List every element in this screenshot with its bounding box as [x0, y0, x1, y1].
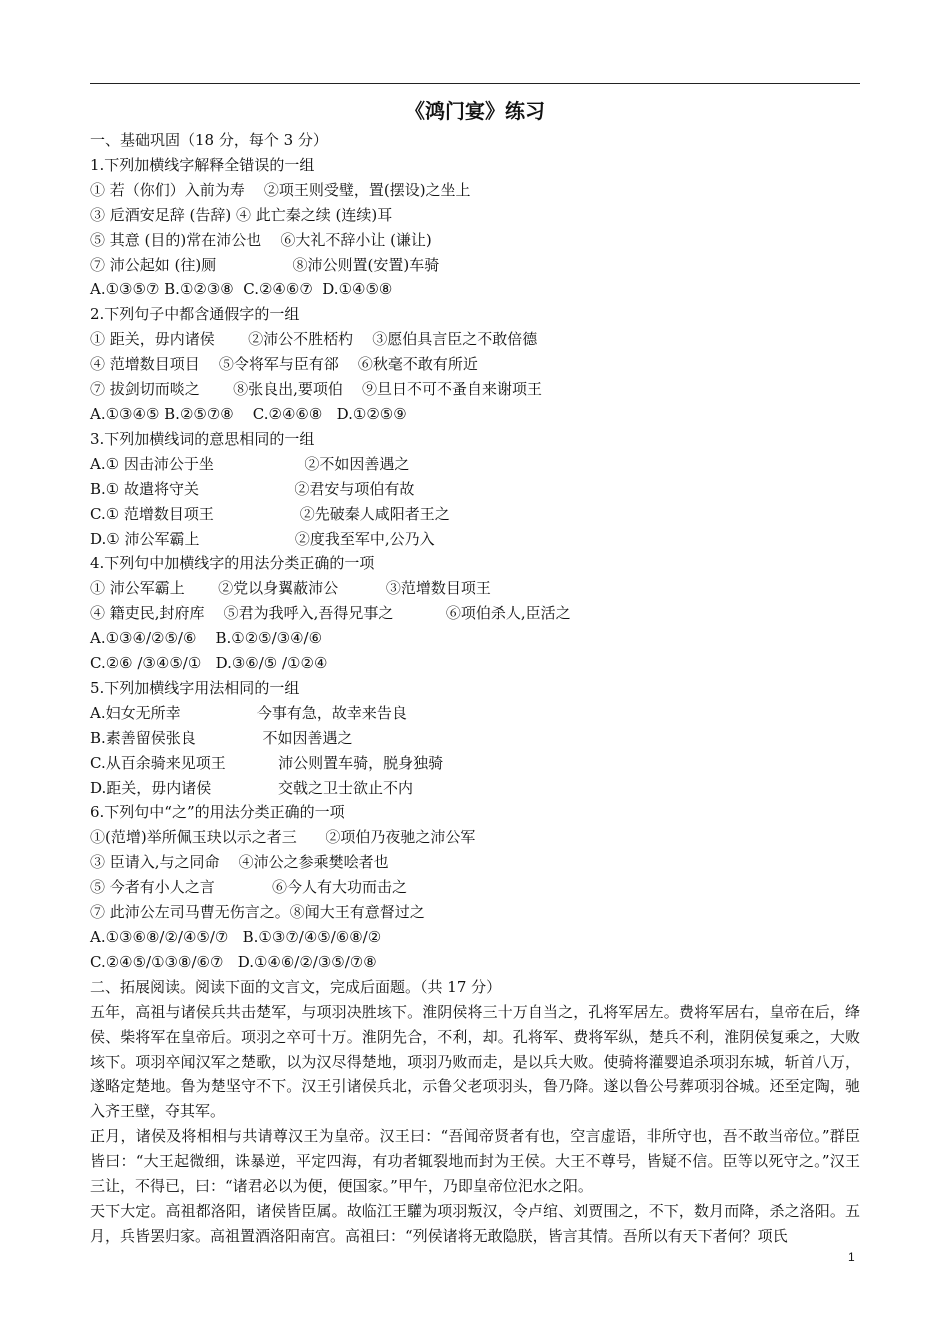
text-line: ⑦ 拔剑切而啖之 ⑧张良出,要项伯 ⑨旦日不可不蚤自来谢项王	[90, 380, 542, 399]
passage-paragraph: 天下大定。高祖都洛阳，诸侯皆臣属。故临江王驩为项羽叛汉，令卢绾、刘贾围之，不下，数月而降，杀之洛阳。五月，兵皆罢归家。高祖置酒洛阳南宫。高祖曰：“列侯诸将无敢隐朕，皆言其情。吾所以有天下者何？项氏	[90, 1201, 860, 1245]
text-line: ⑦ 沛公起如 (往)厕 ⑧沛公则置(安置)车骑	[90, 255, 440, 274]
text-line: 4.下列句中加横线字的用法分类正确的一项	[90, 554, 375, 573]
question-lines	[90, 128, 860, 1000]
document-page	[90, 96, 860, 1249]
passage-paragraph: 正月，诸侯及将相相与共请尊汉王为皇帝。汉王曰：“吾闻帝贤者有也，空言虚语，非所守也，吾不敢当帝位。”群臣皆曰：“大王起微细，诛暴逆，平定四海，有功者辄裂地而封为王侯。大王不尊号，皆疑不信。臣等以死守之。”汉王三让，不得已，曰：“诸君必以为便，便国家。”甲午，乃即皇帝位汜水之阳。	[90, 1127, 860, 1196]
text-line: D.距关，毋内诸侯 交戟之卫士欲止不内	[90, 778, 414, 797]
text-line: 1.下列加横线字解释全错误的一组	[90, 155, 315, 174]
text-line: D.① 沛公军霸上 ②度我至军中,公乃入	[90, 529, 435, 548]
document-title: 《鸿门宴》练习	[405, 99, 545, 123]
text-line: 3.下列加横线词的意思相同的一组	[90, 429, 315, 448]
text-line: C.②⑥ /③④⑤/① D.③⑥/⑤ /①②④	[90, 654, 328, 673]
header-rule	[90, 83, 860, 84]
text-line: ⑦ 此沛公左司马曹无伤言之。⑧闻大王有意督过之	[90, 903, 425, 922]
text-line: ① 距关，毋内诸侯 ②沛公不胜桮杓 ③愿伯具言臣之不敢倍德	[90, 330, 538, 349]
page-number: 1	[848, 1250, 855, 1264]
text-line: A.妇女无所幸 今事有急，故幸来告良	[90, 703, 407, 722]
reading-passage	[90, 1000, 860, 1249]
text-line: A.① 因击沛公于坐 ②不如因善遇之	[90, 454, 410, 473]
text-line: 5.下列加横线字用法相同的一组	[90, 678, 300, 697]
text-line: C.① 范增数目项王 ②先破秦人咸阳者王之	[90, 504, 450, 523]
text-line: ④ 籍吏民,封府库 ⑤君为我呼入,吾得兄事之 ⑥项伯杀人,臣活之	[90, 604, 571, 623]
text-line: 2.下列句子中都含通假字的一组	[90, 305, 300, 324]
text-line: C.从百余骑来见项王 沛公则置车骑，脱身独骑	[90, 753, 444, 772]
text-line: ① 沛公军霸上 ②党以身翼蔽沛公 ③范增数目项王	[90, 579, 491, 598]
text-line: A.①③⑥⑧/②/④⑤/⑦ B.①③⑦/④⑤/⑥⑧/②	[90, 928, 382, 946]
text-line: B.① 故遣将守关 ②君安与项伯有故	[90, 479, 415, 498]
text-line: A.①③⑤⑦ B.①②③⑧ C.②④⑥⑦ D.①④⑤⑧	[90, 280, 393, 299]
text-line: A.①③④⑤ B.②⑤⑦⑧ C.②④⑥⑧ D.①②⑤⑨	[90, 404, 407, 423]
text-line: ③ 卮酒安足辞 (告辞) ④ 此亡秦之续 (连续)耳	[90, 205, 393, 224]
text-line: ①(范增)举所佩玉玦以示之者三 ②项伯乃夜驰之沛公军	[90, 828, 476, 847]
text-line: ⑤ 今者有小人之言 ⑥今人有大功而击之	[90, 878, 407, 897]
text-line: ③ 臣请入,与之同命 ④沛公之参乘樊哙者也	[90, 853, 389, 872]
text-line: 二、拓展阅读。阅读下面的文言文，完成后面题。（共 17 分）	[90, 977, 502, 996]
text-line: 一、基础巩固（18 分，每个 3 分）	[90, 131, 328, 149]
text-line: A.①③④/②⑤/⑥ B.①②⑤/③④/⑥	[90, 629, 323, 648]
passage-paragraph: 五年，高祖与诸侯兵共击楚军，与项羽决胜垓下。淮阴侯将三十万自当之，孔将军居左。费将军居右，皇帝在后，绛侯、柴将军在皇帝后。项羽之卒可十万。淮阴先合，不利，却。孔将军、费将军纵，楚兵不利，淮阴侯复乘之，大败垓下。项羽卒闻汉军之楚歌，以为汉尽得楚地，项羽乃败而走，是以兵大败。使骑将灌婴追杀项羽东城，斩首八万，遂略定楚地。鲁为楚坚守不下。汉王引诸侯兵北，示鲁父老项羽头，鲁乃降。遂以鲁公号葬项羽谷城。还至定陶，驰入齐王壁，夺其军。	[90, 1002, 860, 1121]
text-line: ⑤ 其意 (目的)常在沛公也 ⑥大礼不辞小让 (谦让)	[90, 230, 432, 249]
text-line: ① 若（你们）入前为寿 ②项王则受璧，置(摆设)之坐上	[90, 180, 471, 199]
text-line: ④ 范增数目项目 ⑤令将军与臣有郤 ⑥秋毫不敢有所近	[90, 355, 478, 374]
text-line: B.素善留侯张良 不如因善遇之	[90, 728, 353, 747]
text-line: C.②④⑤/①③⑧/⑥⑦ D.①④⑥/②/③⑤/⑦⑧	[90, 952, 377, 971]
text-line: 6.下列句中“之”的用法分类正确的一项	[90, 803, 345, 822]
